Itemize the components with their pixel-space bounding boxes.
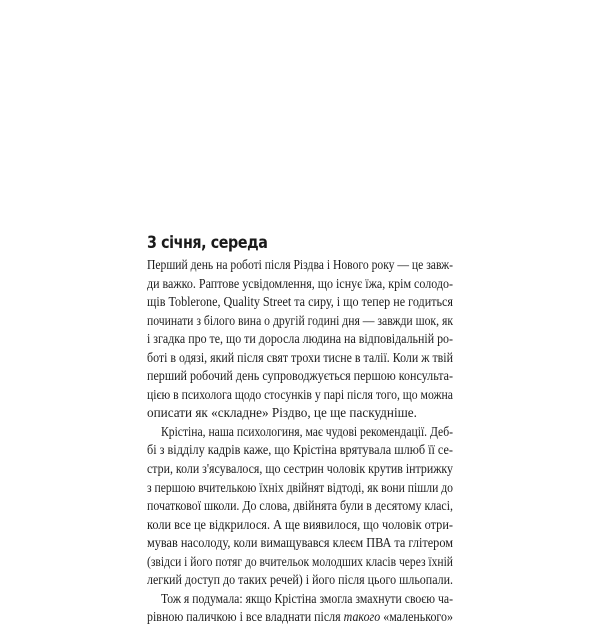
text-line: початкової школи. До слова, двійнята були в десятому класі,: [147, 498, 453, 514]
chapter-heading: 3 січня, середа: [147, 233, 268, 253]
text-run: «маленького»: [380, 609, 453, 625]
text-line: Перший день на роботі після Різдва і Нового року — це завж-: [147, 257, 453, 272]
text-line: описати як «складне» Різдво, це ще паскудніше.: [147, 405, 417, 421]
text-line: коли все це відкрилося. А ще виявилося, що чоловік отри-: [147, 516, 453, 532]
text-line: [147, 608, 453, 627]
text-line: ди важко. Раптове усвідомлення, що існує їжа, крім солодо-: [147, 275, 453, 291]
text-line: Тож я подумала: якщо Крістіна змогла змахнути своєю ча-: [161, 590, 453, 606]
text-line: легкий доступ до таких речей) і його після цього шльопали.: [147, 572, 453, 588]
paragraph-1: [147, 256, 453, 423]
text-line: цією в психолога щодо стосунків у парі після того, що можна: [147, 386, 453, 402]
body-text: [147, 256, 453, 627]
text-line: боті в одязі, який після свят трохи тисне в талії. Коли ж твій: [147, 349, 453, 365]
text-line: перший робочий день супроводжується першою консульта-: [147, 368, 453, 384]
paragraph-2: [147, 423, 453, 590]
text-line: бі з відділу кадрів каже, що Крістіна врятувала шлюб її се-: [147, 442, 453, 458]
text-line: (звідси і його потяг до вчительок молодших класів через їхній: [147, 553, 453, 569]
italic-word: такого: [343, 609, 381, 625]
text-line: з першою вчителькою їхніх двійнят відтоді, як вони пішли до: [147, 479, 453, 495]
text-line: починати з білого вина о другій годині дня — завжди шок, як: [147, 312, 453, 328]
paragraph-3: [147, 590, 453, 627]
text-line: стри, коли з'ясувалося, що сестрин чоловік крутив інтрижку: [147, 461, 453, 477]
text-line: щів Toblerone, Quality Street та сиру, і що тепер не годиться: [147, 294, 453, 310]
text-line: і згадка про те, що ти доросла людина на відповідальній ро-: [147, 331, 453, 347]
text-line: Крістіна, наша психологиня, має чудові рекомендації. Деб-: [161, 423, 453, 439]
text-line: мував насолоду, коли вимащувався клеєм ПВА та глітером: [147, 535, 453, 551]
text-run: рівною паличкою і все владнати після: [147, 609, 344, 625]
